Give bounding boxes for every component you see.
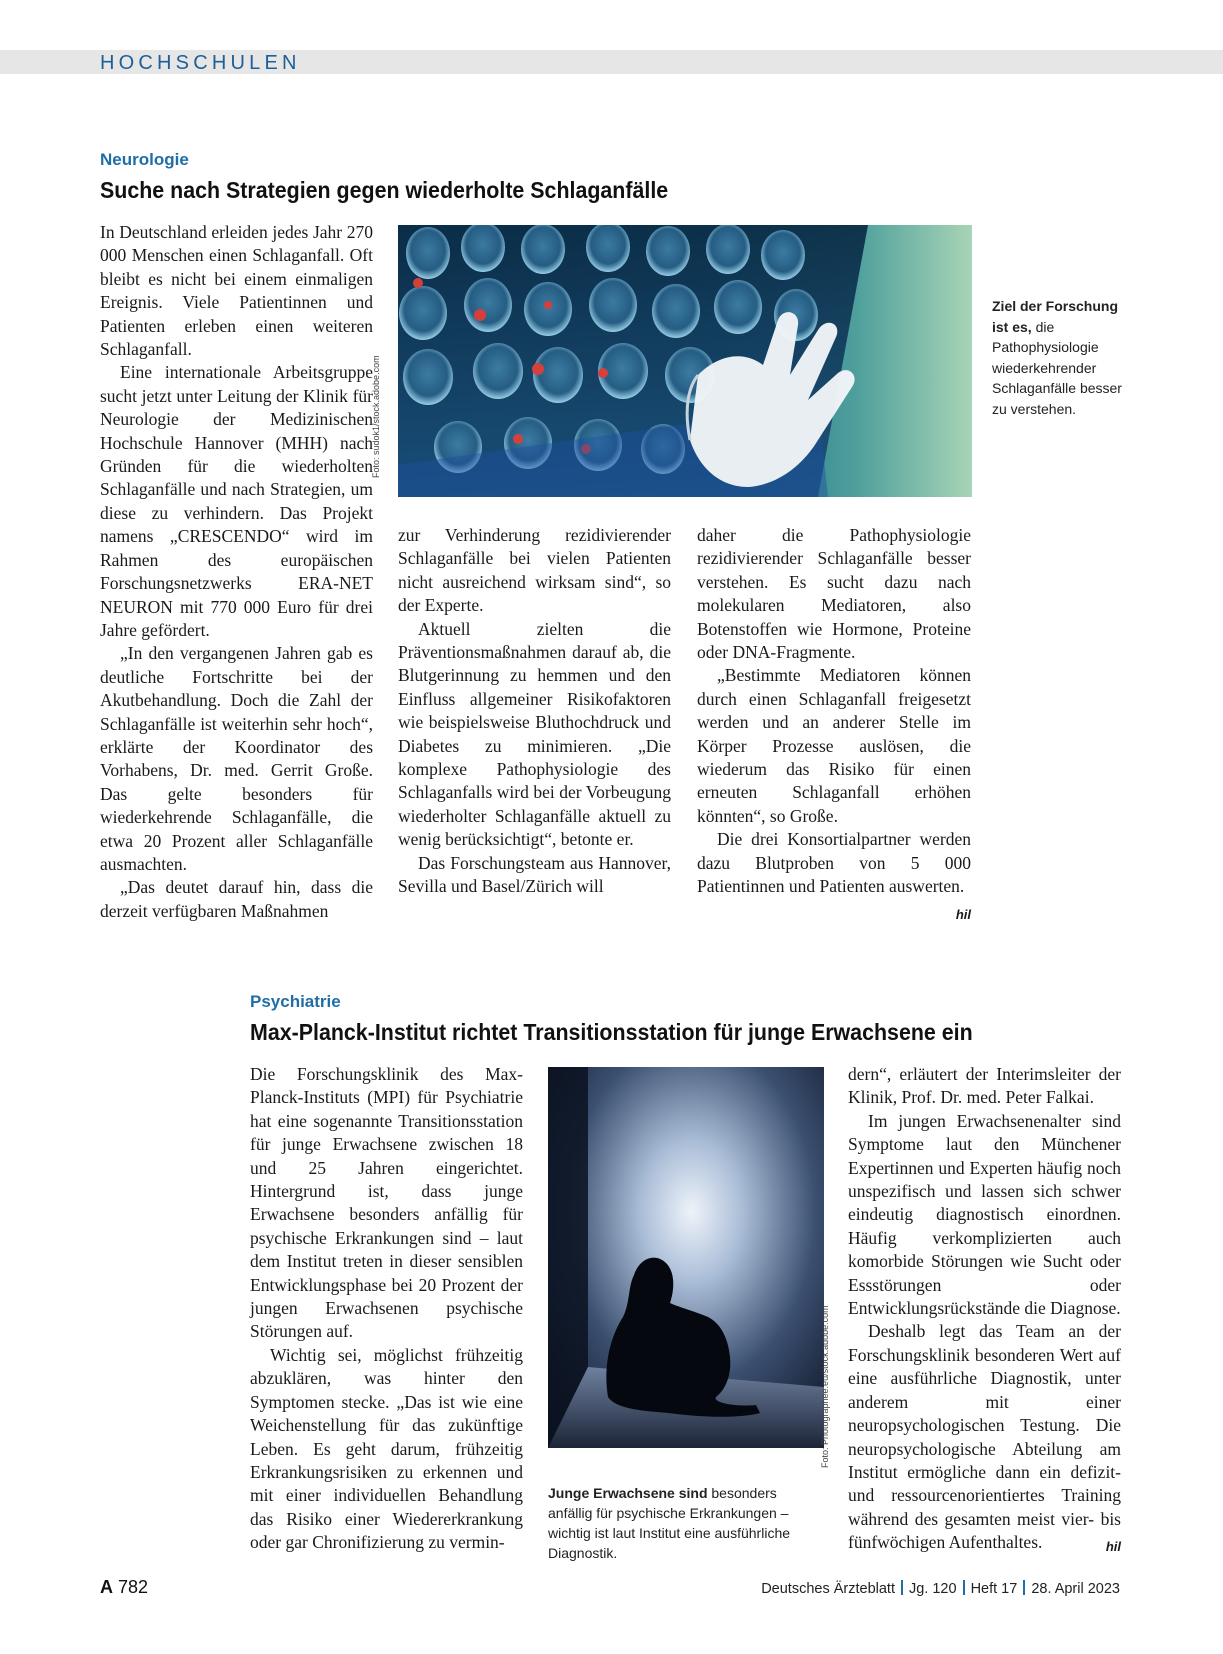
paragraph: Eine internationale Arbeitsgruppe sucht jetzt unter Leitung der Klinik für Neurologie der Medizinischen Hochschule Hannover (MHH) nach Gründen für die wiederholten Schlaganfälle und nach Strategien, um diese zu verhindern. Das Projekt namens „CRESCENDO“ wird im Rahmen des europäischen Forschungsnetzwerks ERA-NET NEURON mit 770 000 Euro für drei Jahre gefördert. [100,362,373,640]
section-header: HOCHSCHULEN [100,52,301,74]
photo-caption-lead: Junge Erwachsene sind [548,1485,708,1501]
article1-title: Suche nach Strategien gegen wiederholte Schlaganfälle [100,177,669,203]
brain-scan-photo [398,225,972,497]
paragraph: Aktuell zielten die Präventionsmaßnahmen darauf ab, die Blutgerinnung zu hemmen und den Einfluss allgemeiner Risikofaktoren wie beispielsweise Bluthochdruck und Diabetes zu minimieren. „Die komplexe Pathophysiologie des Schlaganfalls wird bei der Vorbeugung wiederholter Schlaganfälle aktuell zu wenig berücksichtigt“, betonte er. [398,618,671,850]
photo-credit: Foto: sudok1/stock.adobe.com [371,355,381,478]
side-caption-text: die Pathophysiologie wiederkehrender Schlaganfälle besser zu verstehen. [992,318,1122,417]
issue-date: 28. April 2023 [1031,1581,1120,1597]
paragraph: Im jungen Erwachsenenalter sind Symptome laut den Münchener Expertinnen und Experten häufig noch unspezifisch und lassen sich schwer eindeutig diagnostisch einordnen. Häufig verkomplizierten auch komorbide Störungen wie Sucht oder Essstörungen oder Entwicklungsrückstände die Diagnose. [848,1110,1121,1319]
photo-caption-text: besonders anfällig für psychische Erkrankungen – wichtig ist laut Institut eine ausführliche Diagnostik. [548,1485,791,1561]
article1-column-3 [697,524,971,926]
article1-column-1 [100,221,373,923]
paragraph: Die Forschungsklinik des Max-Planck-Instituts (MPI) für Psychiatrie hat eine sogenannte Transitionsstation für junge Erwachsene zwischen 18 und 25 Jahren eingerichtet. Hintergrund ist, dass junge Erwachsene besonders anfällig für psychische Erkrankungen sind – laut dem Institut treten in dieser sensiblen Entwicklungsphase bei 20 Prozent der jungen Erwachsenen psychische Störungen auf. [250,1064,523,1342]
author-signature: hil [1105,1539,1121,1555]
photo-credit: Foto: Photographee.eu/stock.adobe.com [820,1305,830,1468]
paragraph: „Das deutet darauf hin, dass die derzeit verfügbaren Maßnahmen [100,877,373,921]
article2-kicker: Psychiatrie [250,992,341,1011]
paragraph: Die drei Konsortialpartner werden dazu Blutproben von 5 000 Patientinnen und Patienten auswerten. hil [697,828,971,898]
page-number: A 782 [100,1577,149,1597]
paragraph: Deshalb legt das Team an der Forschungsklinik besonderen Wert auf eine ausführliche Diagnostik, unter anderem mit einer neuropsychologischen Testung. Die neuropsychologische Abteilung am Institut ermögliche dann ein defizit- und ressourcenorientiertes Training während des gesamten meist vier- bis fünfwöchigen Aufenthaltes. hil [848,1320,1121,1554]
paragraph: In Deutschland erleiden jedes Jahr 270 000 Menschen einen Schlaganfall. Oft bleibt es nicht bei einem einmaligen Ereignis. Viele Patientinnen und Patienten erleben einen weiteren Schlaganfall. [100,222,373,360]
journal-name: Deutsches Ärzteblatt [761,1581,895,1597]
article1-column-2 [398,524,671,899]
footer-citation [761,1580,1120,1597]
paragraph: daher die Pathophysiologie rezidivierender Schlaganfälle besser verstehen. Es sucht dazu nach molekularen Mediatoren, also Botenstoffen wie Hormone, Proteine oder DNA-Fragmente. [697,525,971,663]
paragraph: „In den vergangenen Jahren gab es deutliche Fortschritte bei der Akutbehandlung. Doch die Zahl der Schlaganfälle ist weiterhin sehr hoch“, erklärte der Koordinator des Vorhabens, Dr. med. Gerrit Große. Das gelte besonders für wiederkehrende Schlaganfälle, die etwa 20 Prozent aller Schlaganfälle ausmachten. [100,643,373,874]
paragraph: Wichtig sei, möglichst frühzeitig abzuklären, was hinter den Symptomen stecke. „Das ist wie eine Weichenstellung für das zukünftige Leben. Es geht darum, frühzeitig Erkrankungsrisiken zu erkennen und mit einer individuellen Behandlung das Risiko einer Wiedererkrankung oder gar Chronifizierung zu vermin- [250,1344,523,1553]
article2-column-3 [848,1063,1121,1559]
author-signature: hil [955,906,971,922]
side-caption-lead: Ziel der Forschung ist es, [992,298,1119,335]
article2-column-1 [250,1063,523,1555]
paragraph: Das Forschungsteam aus Hannover, Sevilla und Basel/Zürich will [398,852,671,897]
article2-title: Max-Planck-Institut richtet Transitionsstation für junge Erwachsene ein [250,1019,973,1045]
article1-kicker: Neurologie [100,150,189,169]
young-adult-photo [548,1067,824,1448]
side-caption [992,296,1132,419]
paragraph: zur Verhinderung rezidivierender Schlaganfälle bei vielen Patienten nicht ausreichend wirksam sind“, so der Experte. [398,525,671,616]
paragraph: dern“, erläutert der Interimsleiter der Klinik, Prof. Dr. med. Peter Falkai. [848,1064,1121,1108]
issue: Heft 17 [970,1581,1018,1597]
volume: Jg. 120 [908,1581,957,1597]
photo-caption [548,1483,824,1563]
paragraph: „Bestimmte Mediatoren können durch einen Schlaganfall freigesetzt werden und an anderer Stelle im Körper Prozesse auslösen, die wiederum das Risiko für einen erneuten Schlaganfall erhöhen könnten“, so Große. [697,665,971,826]
